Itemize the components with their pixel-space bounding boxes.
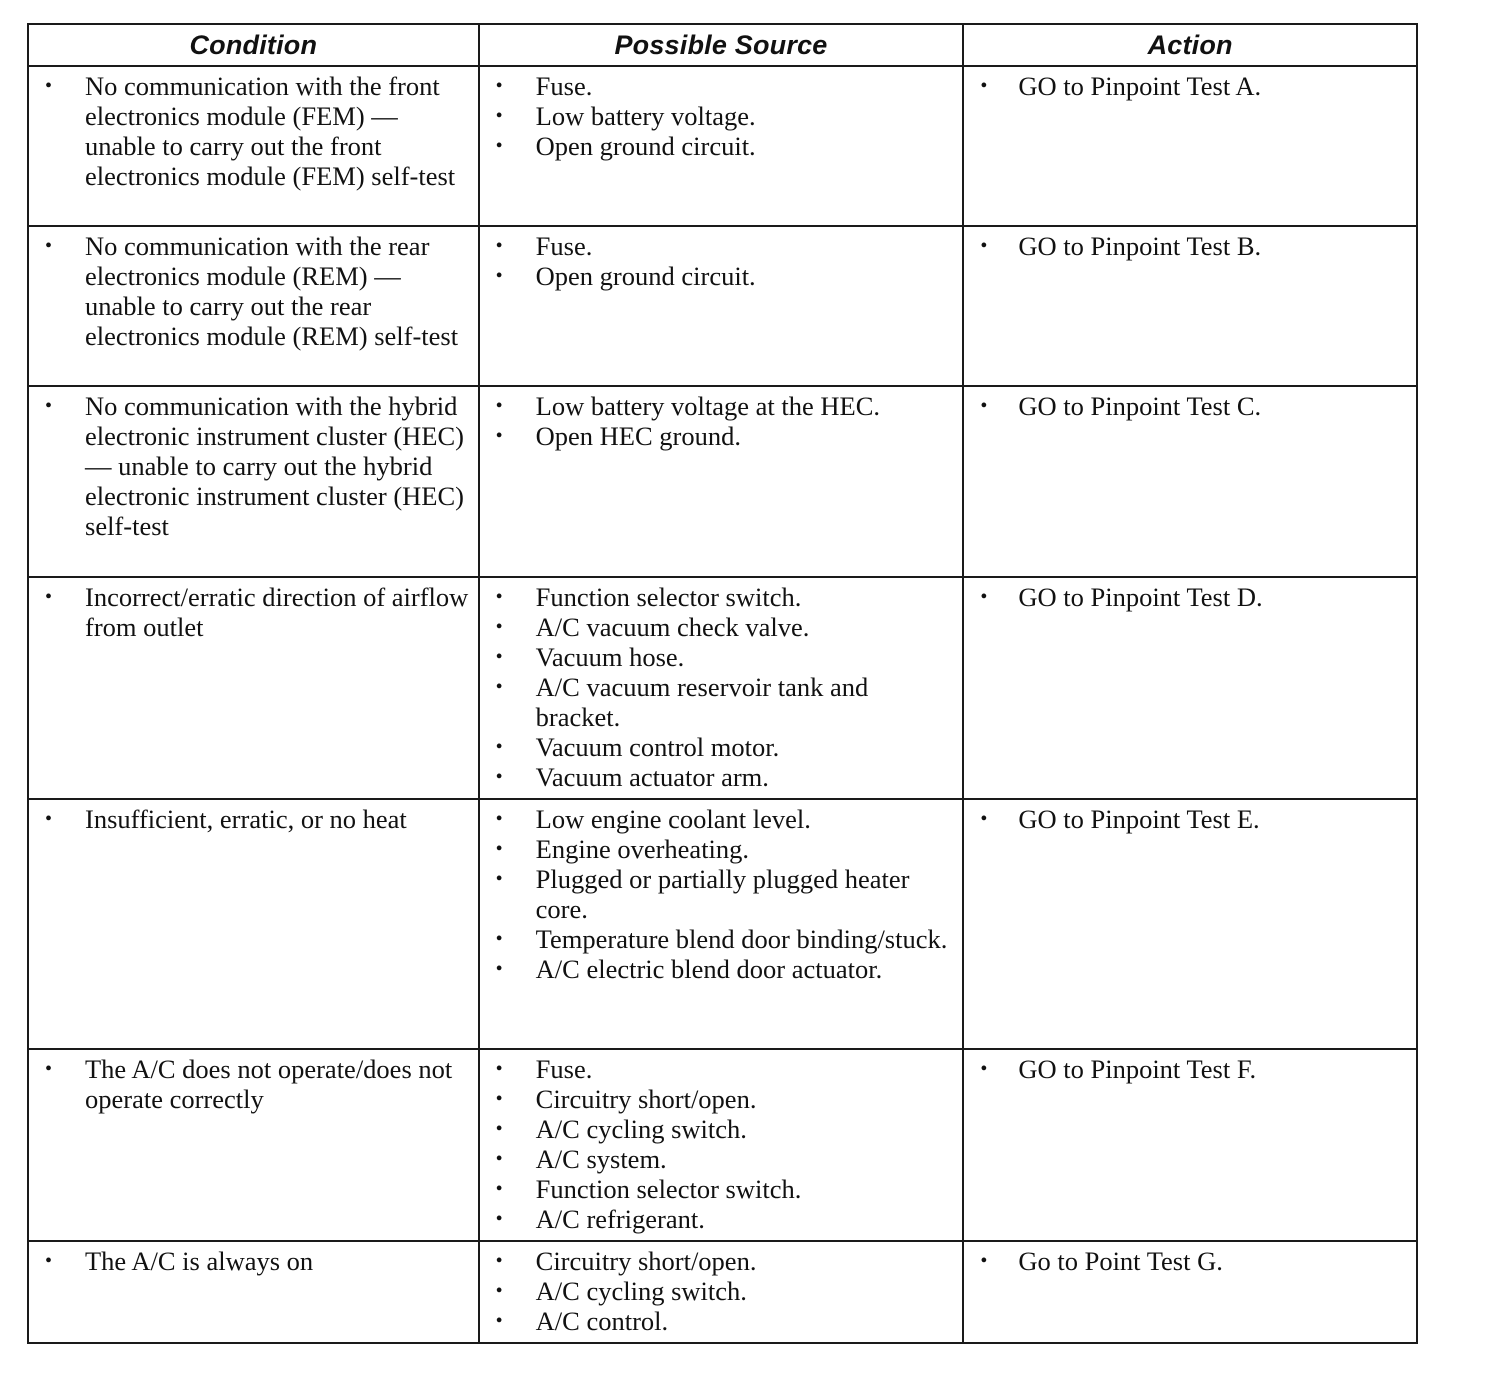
header-row (28, 24, 1417, 66)
source-item: • Plugged or partially plugged heater core. (480, 864, 955, 924)
condition-cell (28, 226, 479, 386)
source-item: • Vacuum control motor. (480, 732, 955, 762)
action-text: • GO to Pinpoint Test B. (964, 231, 1408, 261)
source-item: • Open ground circuit. (480, 261, 955, 291)
table-row (28, 1049, 1417, 1241)
action-cell (963, 1241, 1417, 1343)
source-item: • Open HEC ground. (480, 421, 955, 451)
table-row (28, 577, 1417, 799)
condition-cell (28, 66, 479, 226)
condition-text: • The A/C is always on (29, 1246, 470, 1276)
header-possible-source: Possible Source (479, 24, 964, 66)
source-cell (479, 1241, 964, 1343)
action-text: • GO to Pinpoint Test C. (964, 391, 1408, 421)
action-cell (963, 799, 1417, 1049)
source-item: • Circuitry short/open. (480, 1246, 955, 1276)
source-item: • Fuse. (480, 231, 955, 261)
source-item: • A/C control. (480, 1306, 955, 1336)
condition-cell (28, 799, 479, 1049)
source-item: • A/C system. (480, 1144, 955, 1174)
source-cell (479, 577, 964, 799)
source-item: • Vacuum actuator arm. (480, 762, 955, 792)
source-item: • Vacuum hose. (480, 642, 955, 672)
source-item: • Low engine coolant level. (480, 804, 955, 834)
action-text: • GO to Pinpoint Test D. (964, 582, 1408, 612)
action-text: • Go to Point Test G. (964, 1246, 1408, 1276)
source-item: • Engine overheating. (480, 834, 955, 864)
condition-cell (28, 577, 479, 799)
source-cell (479, 799, 964, 1049)
condition-cell (28, 1241, 479, 1343)
source-item: • Open ground circuit. (480, 131, 955, 161)
table-row (28, 226, 1417, 386)
source-item: • Fuse. (480, 71, 955, 101)
condition-text: • Insufficient, erratic, or no heat (29, 804, 470, 834)
source-item: • Function selector switch. (480, 1174, 955, 1204)
table-row (28, 799, 1417, 1049)
condition-cell (28, 386, 479, 577)
symptom-chart-table (27, 23, 1418, 1344)
action-text: • GO to Pinpoint Test F. (964, 1054, 1408, 1084)
source-item: • Low battery voltage at the HEC. (480, 391, 955, 421)
condition-text: • The A/C does not operate/does not operate correctly (29, 1054, 470, 1114)
action-cell (963, 386, 1417, 577)
action-text: • GO to Pinpoint Test A. (964, 71, 1408, 101)
source-item: • A/C electric blend door actuator. (480, 954, 955, 984)
condition-text: • Incorrect/erratic direction of airflow from outlet (29, 582, 470, 642)
action-cell (963, 226, 1417, 386)
action-cell (963, 577, 1417, 799)
source-cell (479, 226, 964, 386)
action-text: • GO to Pinpoint Test E. (964, 804, 1408, 834)
source-item: • Function selector switch. (480, 582, 955, 612)
condition-cell (28, 1049, 479, 1241)
condition-text: • No communication with the rear electronics module (REM) — unable to carry out the rear electronics module (REM) self-test (29, 231, 470, 351)
source-item: • Circuitry short/open. (480, 1084, 955, 1114)
source-item: • A/C refrigerant. (480, 1204, 955, 1234)
source-item: • Temperature blend door binding/stuck. (480, 924, 955, 954)
source-item: • Fuse. (480, 1054, 955, 1084)
header-condition: Condition (28, 24, 479, 66)
source-item: • A/C cycling switch. (480, 1114, 955, 1144)
action-cell (963, 66, 1417, 226)
source-cell (479, 1049, 964, 1241)
table-row (28, 386, 1417, 577)
header-action: Action (963, 24, 1417, 66)
source-item: • A/C vacuum check valve. (480, 612, 955, 642)
table-row (28, 1241, 1417, 1343)
table-row (28, 66, 1417, 226)
action-cell (963, 1049, 1417, 1241)
source-cell (479, 66, 964, 226)
source-item: • A/C cycling switch. (480, 1276, 955, 1306)
condition-text: • No communication with the hybrid electronic instrument cluster (HEC) — unable to carry out the hybrid electronic instrument cluster (HEC) self-test (29, 391, 470, 541)
source-item: • A/C vacuum reservoir tank and bracket. (480, 672, 955, 732)
condition-text: • No communication with the front electronics module (FEM) — unable to carry out the front electronics module (FEM) self-test (29, 71, 470, 191)
source-item: • Low battery voltage. (480, 101, 955, 131)
source-cell (479, 386, 964, 577)
